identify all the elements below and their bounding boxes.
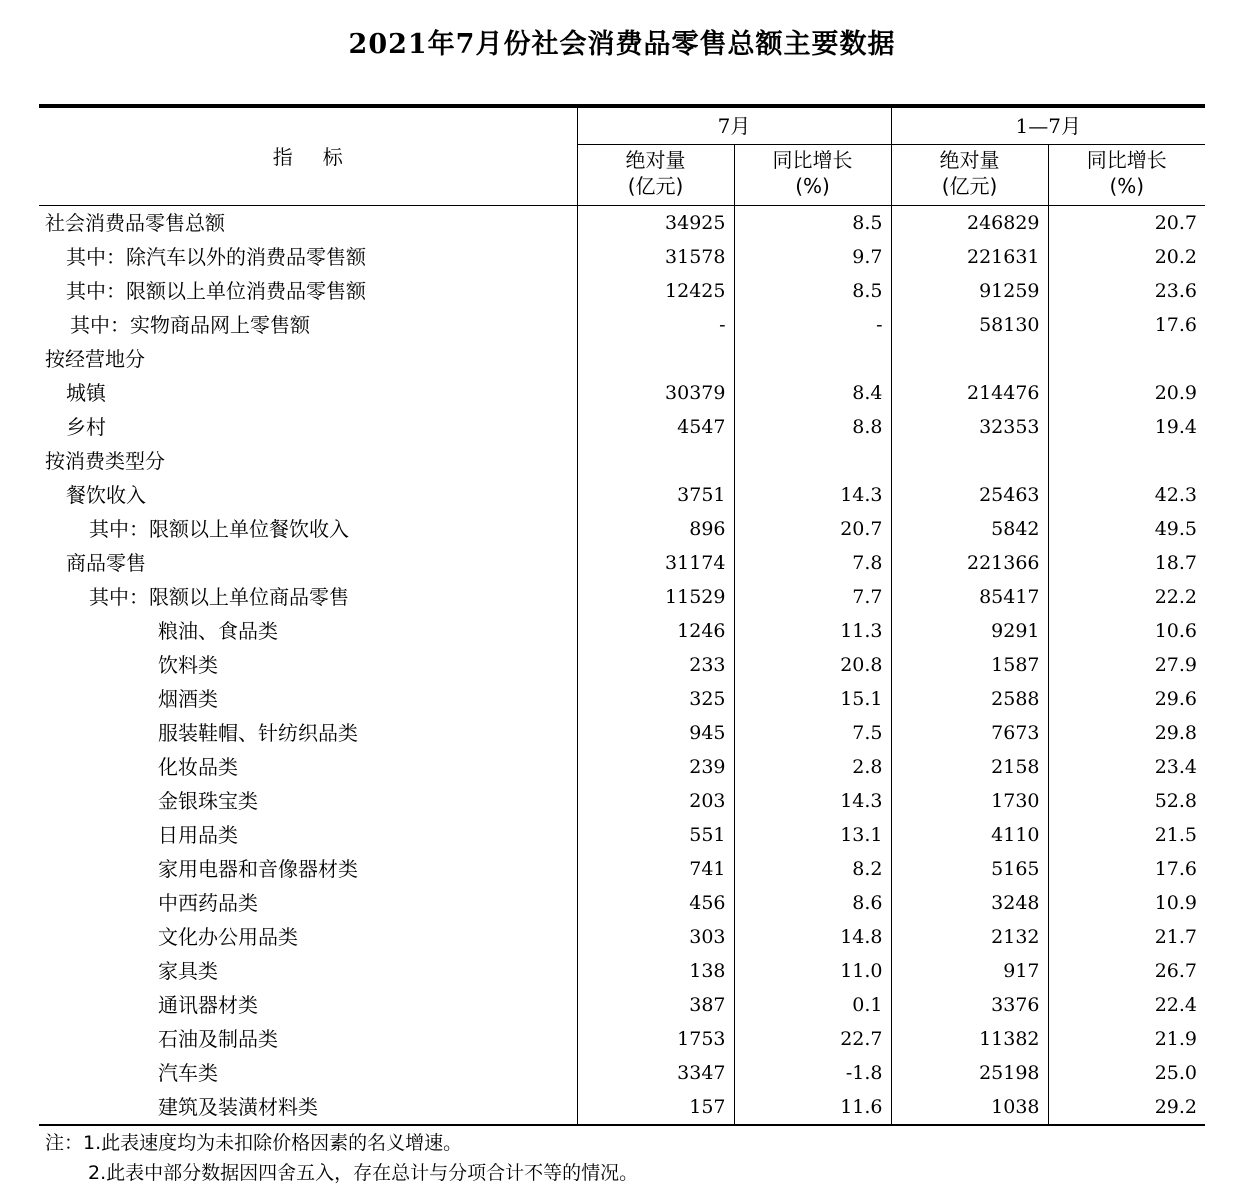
cumulative-yoy-cell: 10.9 [1154,892,1198,914]
cumulative-abs-cell: 1730 [891,784,1048,818]
row-label: 家用电器和音像器材类 [39,852,577,886]
cumulative-abs-cell: 91259 [891,274,1048,308]
month-yoy-cell: 8.6 [734,886,891,920]
table-row [39,988,1205,1022]
month-abs-cell: 239 [577,750,734,784]
cumulative-group-header: 1—7月 [891,106,1205,145]
month-abs-cell: 456 [577,886,734,920]
yoy-unit: (%) [795,174,830,198]
cumulative-yoy-header [1048,145,1205,206]
table-row [39,580,1205,614]
table-row [39,342,1205,376]
month-abs-cell: 34925 [577,206,734,241]
month-abs-cell: 303 [577,920,734,954]
row-label: 饮料类 [39,648,577,682]
month-yoy-cell: 20.8 [734,648,891,682]
row-label: 汽车类 [39,1056,577,1090]
month-yoy-cell: 0.1 [734,988,891,1022]
month-yoy-cell: 7.5 [734,716,891,750]
cumulative-abs-cell: 4110 [891,818,1048,852]
abs-label: 绝对量 [625,148,686,172]
header-row-groups [39,106,1205,145]
table-row [39,784,1205,818]
abs-unit: (亿元) [941,174,998,198]
month-abs-cell: 896 [577,512,734,546]
cumulative-abs-cell: 5165 [891,852,1048,886]
cumulative-abs-cell: 11382 [891,1022,1048,1056]
row-label: 日用品类 [39,818,577,852]
cumulative-yoy-cell [1048,444,1205,478]
cumulative-yoy-cell: 21.7 [1154,926,1198,948]
cumulative-yoy-cell: 20.9 [1154,382,1198,404]
table-row [39,1090,1205,1125]
footnote-2: 2.此表中部分数据因四舍五入，存在总计与分项合计不等的情况。 [88,1162,639,1184]
month-abs-header [577,145,734,206]
cumulative-abs-cell [891,444,1048,478]
cumulative-abs-cell: 2588 [891,682,1048,716]
table-row [39,1022,1205,1056]
month-abs-cell: 3751 [577,478,734,512]
month-yoy-cell: 8.2 [734,852,891,886]
month-abs-cell: 4547 [577,410,734,444]
cumulative-abs-cell: 9291 [891,614,1048,648]
cumulative-abs-cell: 214476 [891,376,1048,410]
month-abs-cell: 203 [577,784,734,818]
table-body [39,206,1205,1126]
cumulative-abs-cell: 1587 [891,648,1048,682]
month-abs-cell: - [577,308,734,342]
table-row [39,682,1205,716]
table-row [39,308,1205,342]
table-row [39,206,1205,241]
month-abs-cell: 138 [577,954,734,988]
cumulative-yoy-cell: 23.4 [1154,756,1198,778]
row-label: 其中：限额以上单位消费品零售额 [39,274,577,308]
month-abs-cell: 325 [577,682,734,716]
table-row [39,886,1205,920]
month-abs-cell: 31578 [577,240,734,274]
row-label: 城镇 [39,376,577,410]
month-yoy-cell: 14.3 [734,478,891,512]
cumulative-abs-cell [891,342,1048,376]
table-row [39,240,1205,274]
table-row [39,954,1205,988]
month-abs-cell: 157 [577,1090,734,1125]
month-yoy-cell: 8.4 [734,376,891,410]
month-abs-cell: 551 [577,818,734,852]
month-yoy-cell: 20.7 [734,512,891,546]
yoy-label: 同比增长 [1086,148,1167,172]
indicator-header-label: 指标 [272,144,373,169]
cumulative-abs-cell: 221631 [891,240,1048,274]
month-yoy-cell: 8.8 [734,410,891,444]
month-yoy-cell: 11.0 [734,954,891,988]
row-label: 服装鞋帽、针纺织品类 [39,716,577,750]
cumulative-abs-cell: 32353 [891,410,1048,444]
cumulative-yoy-cell: 42.3 [1154,484,1198,506]
cumulative-yoy-cell: 27.9 [1154,654,1198,676]
month-yoy-cell: 14.8 [734,920,891,954]
month-abs-cell: 1246 [577,614,734,648]
row-label: 按经营地分 [39,342,577,376]
month-abs-cell: 31174 [577,546,734,580]
cumulative-yoy-cell: 20.7 [1154,212,1198,234]
yoy-unit: (%) [1109,174,1145,198]
cumulative-yoy-cell: 52.8 [1154,790,1198,812]
month-yoy-cell: 11.6 [734,1090,891,1125]
table-row [39,274,1205,308]
month-yoy-cell: 14.3 [734,784,891,818]
month-abs-cell [577,342,734,376]
cumulative-abs-cell: 917 [891,954,1048,988]
row-label: 文化办公用品类 [39,920,577,954]
cumulative-abs-cell: 2132 [891,920,1048,954]
cumulative-abs-cell: 1038 [891,1090,1048,1125]
cumulative-yoy-cell: 29.2 [1154,1096,1198,1118]
month-yoy-cell: 13.1 [734,818,891,852]
cumulative-abs-cell: 58130 [891,308,1048,342]
cumulative-yoy-cell: 19.4 [1154,416,1198,438]
row-label: 建筑及装潢材料类 [39,1090,577,1125]
table-row [39,444,1205,478]
month-yoy-cell: 8.5 [734,274,891,308]
row-label: 按消费类型分 [39,444,577,478]
cumulative-abs-cell: 7673 [891,716,1048,750]
table-row [39,818,1205,852]
abs-label: 绝对量 [939,148,1000,172]
month-abs-cell: 1753 [577,1022,734,1056]
row-label: 商品零售 [39,546,577,580]
cumulative-abs-cell: 25198 [891,1056,1048,1090]
row-label: 通讯器材类 [39,988,577,1022]
month-yoy-header [734,145,891,206]
cumulative-abs-cell: 221366 [891,546,1048,580]
month-abs-cell: 12425 [577,274,734,308]
cumulative-yoy-cell: 10.6 [1154,620,1198,642]
cumulative-yoy-cell: 23.6 [1154,280,1198,302]
table-row [39,512,1205,546]
cumulative-yoy-cell: 17.6 [1154,858,1198,880]
month-abs-cell [577,444,734,478]
month-yoy-cell [734,342,891,376]
month-yoy-cell: 7.8 [734,546,891,580]
month-yoy-cell: 7.7 [734,580,891,614]
month-abs-cell: 387 [577,988,734,1022]
month-yoy-cell: 15.1 [734,682,891,716]
abs-unit: (亿元) [627,174,684,198]
cumulative-abs-header [891,145,1048,206]
cumulative-yoy-cell: 25.0 [1154,1062,1198,1084]
table-row [39,750,1205,784]
indicator-header [39,106,577,206]
table-row [39,852,1205,886]
cumulative-abs-cell: 5842 [891,512,1048,546]
page-title: 2021年7月份社会消费品零售总额主要数据 [348,29,896,60]
month-yoy-cell: 2.8 [734,750,891,784]
row-label: 其中：实物商品网上零售额 [39,308,577,342]
row-label: 其中：限额以上单位餐饮收入 [39,512,577,546]
row-label: 化妆品类 [39,750,577,784]
row-label: 烟酒类 [39,682,577,716]
cumulative-abs-cell: 3248 [891,886,1048,920]
month-abs-cell: 741 [577,852,734,886]
row-label: 其中：限额以上单位商品零售 [39,580,577,614]
row-label: 石油及制品类 [39,1022,577,1056]
table-row [39,376,1205,410]
cumulative-yoy-cell: 22.2 [1154,586,1198,608]
cumulative-abs-cell: 3376 [891,988,1048,1022]
cumulative-yoy-cell: 22.4 [1154,994,1198,1016]
cumulative-yoy-cell: 21.5 [1154,824,1198,846]
month-abs-cell: 3347 [577,1056,734,1090]
table-row [39,648,1205,682]
table-row [39,614,1205,648]
cumulative-abs-cell: 246829 [891,206,1048,241]
row-label: 粮油、食品类 [39,614,577,648]
cumulative-abs-cell: 85417 [891,580,1048,614]
month-yoy-cell [734,444,891,478]
month-yoy-cell: 9.7 [734,240,891,274]
cumulative-yoy-cell: 20.2 [1154,246,1198,268]
month-abs-cell: 233 [577,648,734,682]
cumulative-yoy-cell: 49.5 [1154,518,1198,540]
cumulative-yoy-cell: 26.7 [1154,960,1198,982]
table-row [39,920,1205,954]
row-label: 餐饮收入 [39,478,577,512]
cumulative-yoy-cell: 29.6 [1154,688,1198,710]
cumulative-abs-cell: 25463 [891,478,1048,512]
month-group-header: 7月 [577,106,891,145]
month-yoy-cell: 11.3 [734,614,891,648]
table-row [39,478,1205,512]
table-row [39,1056,1205,1090]
cumulative-yoy-cell: 18.7 [1154,552,1198,574]
table-row [39,716,1205,750]
month-yoy-cell: 22.7 [734,1022,891,1056]
row-label: 中西药品类 [39,886,577,920]
cumulative-yoy-cell: 17.6 [1154,314,1198,336]
cumulative-yoy-cell: 21.9 [1154,1028,1198,1050]
month-yoy-cell: - [734,308,891,342]
footnote-1: 注：1.此表速度均为未扣除价格因素的名义增速。 [45,1132,463,1154]
row-label: 金银珠宝类 [39,784,577,818]
row-label: 家具类 [39,954,577,988]
cumulative-abs-cell: 2158 [891,750,1048,784]
table-row [39,410,1205,444]
month-yoy-cell: 8.5 [734,206,891,241]
month-abs-cell: 30379 [577,376,734,410]
table-row [39,546,1205,580]
cumulative-yoy-cell: 29.8 [1154,722,1198,744]
yoy-label: 同比增长 [772,148,853,172]
row-label: 乡村 [39,410,577,444]
cumulative-yoy-cell [1048,342,1205,376]
month-yoy-cell: -1.8 [734,1056,891,1090]
row-label: 社会消费品零售总额 [39,206,577,241]
footnotes [45,1128,638,1188]
month-abs-cell: 945 [577,716,734,750]
month-abs-cell: 11529 [577,580,734,614]
retail-sales-table [39,104,1205,1126]
row-label: 其中：除汽车以外的消费品零售额 [39,240,577,274]
